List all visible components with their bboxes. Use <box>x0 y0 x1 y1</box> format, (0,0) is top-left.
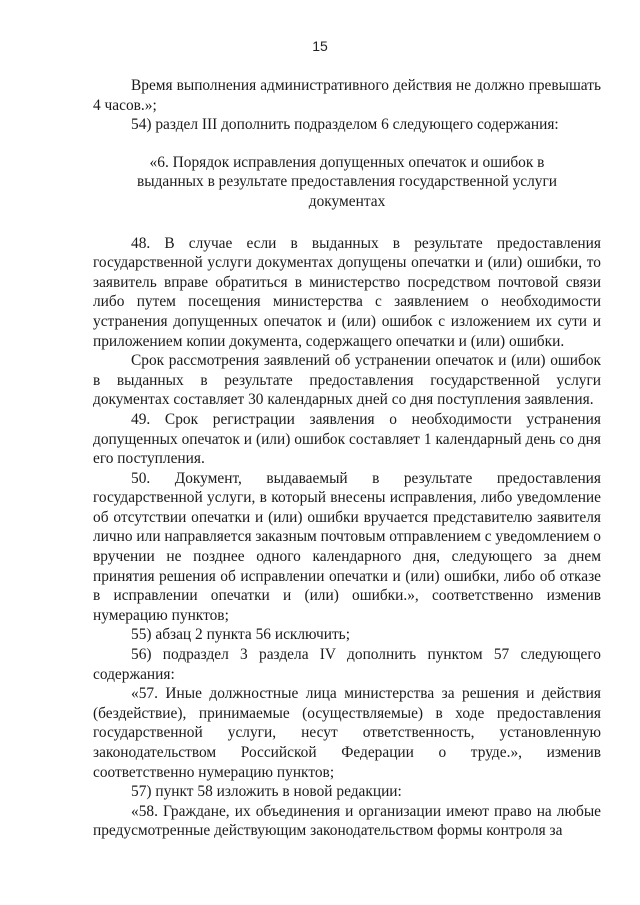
paragraph-item-57-quote: «57. Иные должностные лица министерства за решения и действия (бездействие), принимаемые (осуществляемые) в ходе предоставления государственной услуги, несут ответственность, установленную законодательством Российской Федерации о труде.», изменив соответственно нумерацию пунктов; <box>93 685 601 781</box>
paragraph-item-49: 49. Срок регистрации заявления о необходимости устранения допущенных опечаток и (или) ошибок составляет 1 календарный день со дня его поступления. <box>93 410 601 468</box>
paragraph-item-55: 55) абзац 2 пункта 56 исключить; <box>131 626 350 644</box>
paragraph-item-58-quote: «58. Граждане, их объединения и организации имеют право на любые предусмотренные действующим законодательством формы контроля за <box>93 802 601 840</box>
page-number: 15 <box>312 38 328 54</box>
paragraph-item-48: 48. В случае если в выданных в результате предоставления государственной услуги документах допущены опечатки и (или) ошибки, то заявитель вправе обратиться в министерство посредством почтовой связи либо путем посещения министерства с заявлением о необходимости устранения допущенных опечаток и (или) ошибок с изложением их сути и приложением копии документа, содержащего опечатки и (или) ошибки. <box>93 234 601 350</box>
section-heading: «6. Порядок исправления допущенных опечаток и ошибок в выданных в результате предоставления государственной услуги документах <box>136 153 558 210</box>
paragraph-item-57: 57) пункт 58 изложить в новой редакции: <box>131 783 402 801</box>
paragraph-review-period: Срок рассмотрения заявлений об устранении опечаток и (или) ошибок в выданных в результате предоставления государственной услуги документах составляет 30 календарных дней со дня поступления заявления. <box>93 352 601 409</box>
paragraph-item-54: 54) раздел III дополнить подразделом 6 следующего содержания: <box>131 116 559 134</box>
document-body <box>93 76 601 841</box>
paragraph-item-56: 56) подраздел 3 раздела IV дополнить пунктом 57 следующего содержания: <box>93 646 601 683</box>
paragraph-item-50: 50. Документ, выдаваемый в результате предоставления государственной услуги, в который внесены исправления, либо уведомление об отсутствии опечатки и (или) ошибки вручается представителю заявителя лично или направляется заказным почтовым отправлением с уведомлением о вручении не позднее одного календарного дня, следующего за днем принятия решения об исправлении опечатки и (или) ошибки, либо об отказе в исправлении опечатки и (или) ошибки.», соответственно изменив нумерацию пунктов; <box>93 469 602 624</box>
paragraph-time-limit: Время выполнения административного действия не должно превышать 4 часов.»; <box>93 77 601 114</box>
